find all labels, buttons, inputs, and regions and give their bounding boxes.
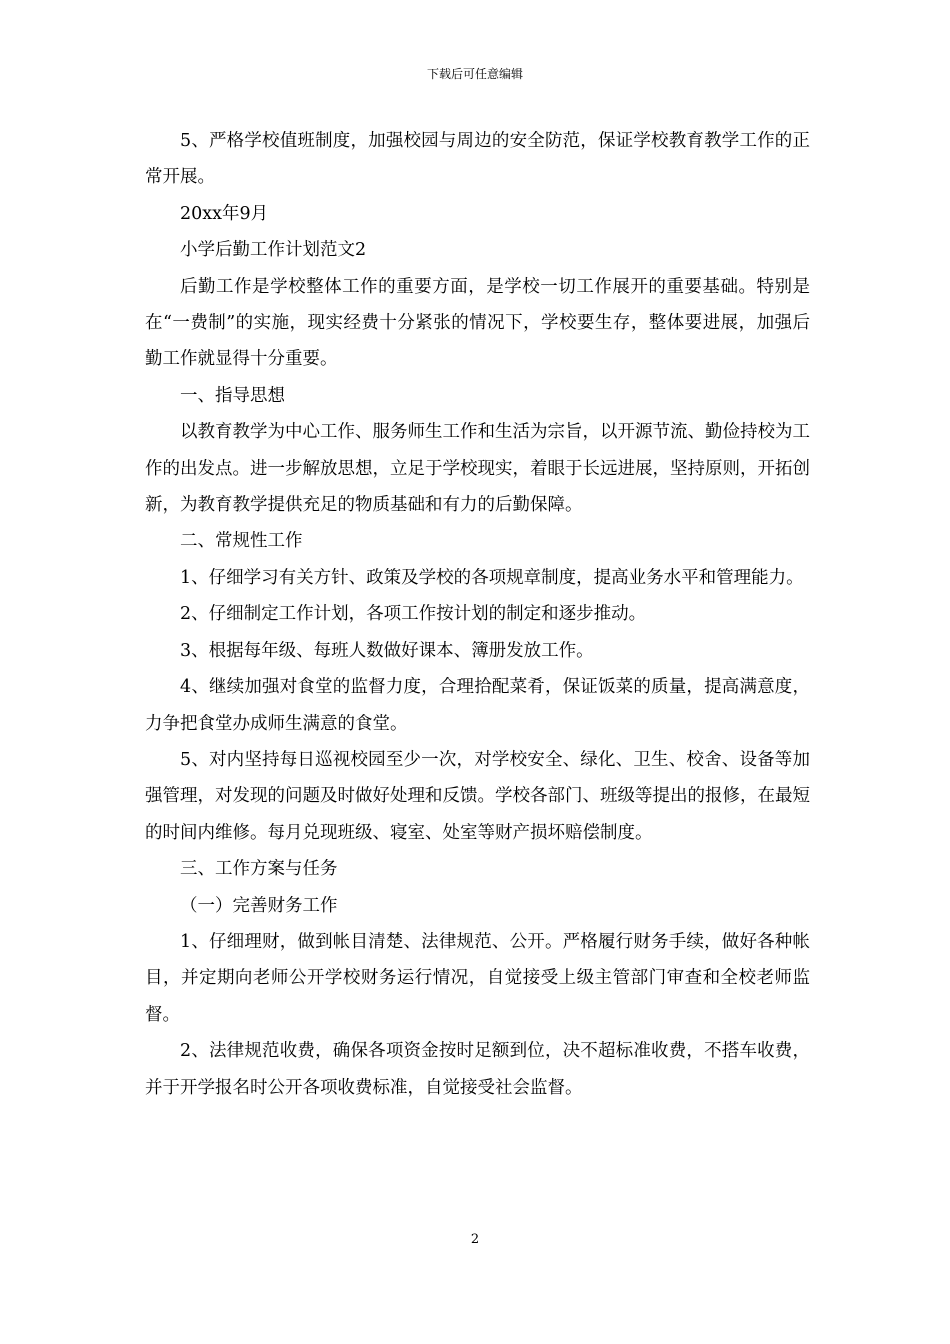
paragraph-sample-title: 小学后勤工作计划范文2 bbox=[180, 240, 367, 261]
paragraph-routine-1: 1、仔细学习有关方针、政策及学校的各项规章制度，提高业务水平和管理能力。 bbox=[180, 567, 804, 588]
section-heading-plan-and-tasks: 三、工作方案与任务 bbox=[180, 859, 338, 880]
header-note: 下载后可任意编辑 bbox=[426, 67, 523, 81]
paragraph-date: 20xx年9月 bbox=[180, 203, 269, 224]
document-body bbox=[145, 123, 810, 1106]
paragraph-routine-4: 4、继续加强对食堂的监督力度，合理拾配菜肴，保证饭菜的质量，提高满意度，力争把食堂办成师生满意的食堂。 bbox=[145, 677, 810, 734]
paragraph-finance-2: 2、法律规范收费，确保各项资金按时足额到位，决不超标准收费，不搭车收费，并于开学报名时公开各项收费标准，自觉接受社会监督。 bbox=[145, 1041, 810, 1098]
paragraph-finance-1: 1、仔细理财，做到帐目清楚、法律规范、公开。严格履行财务手续，做好各种帐目，并定期向老师公开学校财务运行情况，自觉接受上级主管部门审查和全校老师监督。 bbox=[145, 931, 810, 1025]
subsection-heading-finance: （一）完善财务工作 bbox=[180, 895, 338, 916]
paragraph-guiding-ideology: 以教育教学为中心工作、服务师生工作和生活为宗旨，以开源节流、勤俭持校为工作的出发点。进一步解放思想，立足于学校现实，着眼于长远进展，坚持原则，开拓创新，为教育教学提供充足的物质基础和有力的后勤保障。 bbox=[145, 422, 810, 516]
section-heading-routine-work: 二、常规性工作 bbox=[180, 531, 303, 552]
paragraph-item-5-duty: 5、严格学校值班制度，加强校园与周边的安全防范，保证学校教育教学工作的正常开展。 bbox=[145, 131, 810, 188]
paragraph-routine-3: 3、根据每年级、每班人数做好课本、簿册发放工作。 bbox=[180, 640, 594, 661]
section-heading-guiding-ideology: 一、指导思想 bbox=[180, 385, 285, 406]
paragraph-routine-2: 2、仔细制定工作计划，各项工作按计划的制定和逐步推动。 bbox=[180, 604, 647, 625]
paragraph-routine-5: 5、对内坚持每日巡视校园至少一次，对学校安全、绿化、卫生、校舍、设备等加强管理，对发现的问题及时做好处理和反馈。学校各部门、班级等提出的报修，在最短的时间内维修。每月兑现班级、寝室、处室等财产损坏赔偿制度。 bbox=[145, 749, 810, 843]
page-number: 2 bbox=[470, 1232, 480, 1247]
paragraph-intro: 后勤工作是学校整体工作的重要方面，是学校一切工作展开的重要基础。特别是在“一费制”的实施，现实经费十分紧张的情况下，学校要生存，整体要进展，加强后勤工作就显得十分重要。 bbox=[145, 276, 810, 370]
